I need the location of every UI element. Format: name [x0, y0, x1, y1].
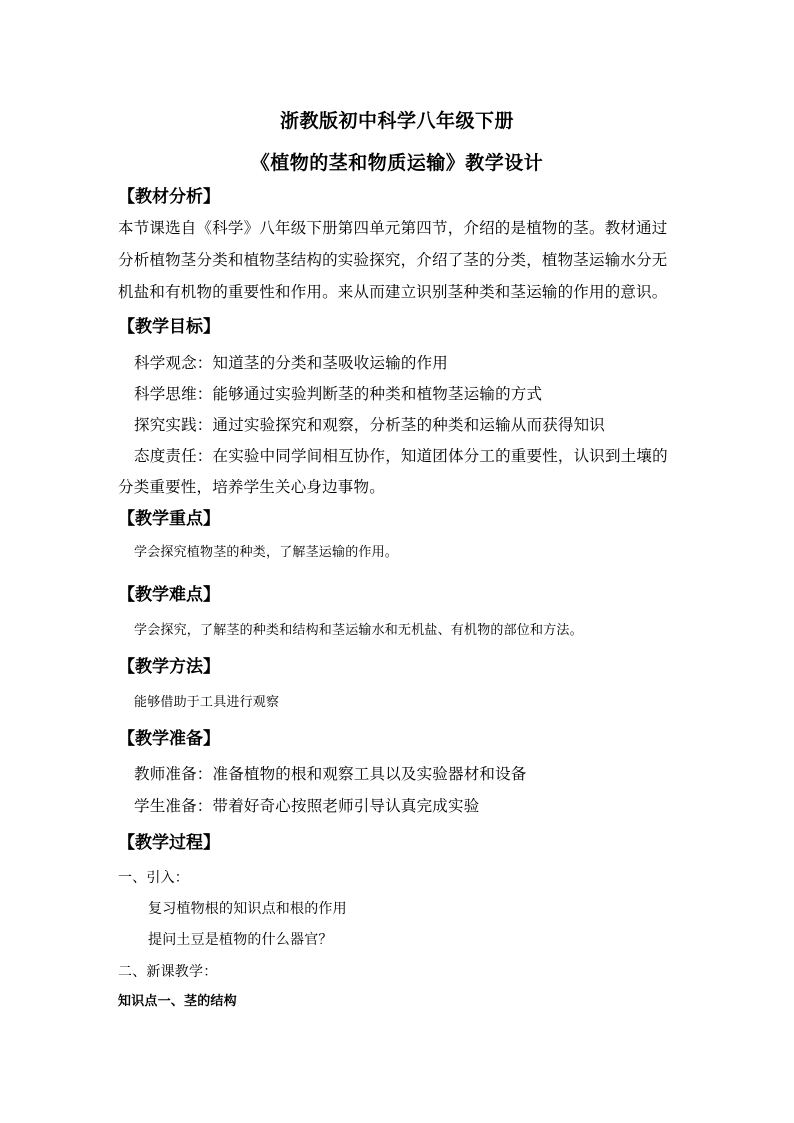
intro-item-1: 复习植物根的知识点和根的作用 — [148, 901, 347, 917]
goal-line-5: 分类重要性，培养学生关心身边事物。 — [118, 478, 385, 496]
key-text: 学会探究植物茎的种类，了解茎运输的作用。 — [134, 545, 399, 560]
intro-item-2: 提问土豆是植物的什么器官？ — [148, 932, 333, 948]
section-heading-analysis: 【教材分析】 — [118, 187, 220, 207]
section-heading-process: 【教学过程】 — [118, 833, 220, 853]
goal-line-3: 探究实践：通过实验探究和观察，分析茎的种类和运输从而获得知识 — [134, 416, 606, 434]
section-heading-difficulty: 【教学难点】 — [118, 585, 220, 605]
section-heading-prep: 【教学准备】 — [118, 729, 220, 749]
section-heading-method: 【教学方法】 — [118, 657, 220, 677]
difficulty-text: 学会探究，了解茎的种类和结构和茎运输水和无机盐、有机物的部位和方法。 — [134, 623, 583, 638]
analysis-line-1: 本节课选自《科学》八年级下册第四单元第四节，介绍的是植物的茎。教材通过 — [118, 219, 668, 237]
intro-label: 一、引入： — [118, 870, 189, 886]
knowledge-point-1: 知识点一、茎的结构 — [118, 994, 237, 1009]
section-heading-goals: 【教学目标】 — [118, 317, 220, 337]
section-heading-key: 【教学重点】 — [118, 509, 220, 529]
doc-title-line1: 浙教版初中科学八年级下册 — [279, 110, 514, 132]
doc-title-line2: 《植物的茎和物质运输》教学设计 — [250, 152, 544, 174]
prep-line-student: 学生准备：带着好奇心按照老师引导认真完成实验 — [134, 797, 480, 815]
goal-line-4: 态度责任：在实验中同学间相互协作，知道团体分工的重要性，认识到土壤的 — [134, 447, 668, 465]
prep-line-teacher: 教师准备：准备植物的根和观察工具以及实验器材和设备 — [134, 765, 527, 783]
new-lesson-label: 二、新课教学： — [118, 964, 218, 980]
goal-line-1: 科学观念：知道茎的分类和茎吸收运输的作用 — [134, 354, 449, 372]
analysis-line-2: 分析植物茎分类和植物茎结构的实验探究，介绍了茎的分类，植物茎运输水分无 — [118, 251, 668, 269]
goal-line-2: 科学思维：能够通过实验判断茎的种类和植物茎运输的方式 — [134, 385, 543, 403]
method-text: 能够借助于工具进行观察 — [134, 695, 280, 710]
analysis-line-3: 机盐和有机物的重要性和作用。来从而建立识别茎种类和茎运输的作用的意识。 — [118, 283, 668, 301]
